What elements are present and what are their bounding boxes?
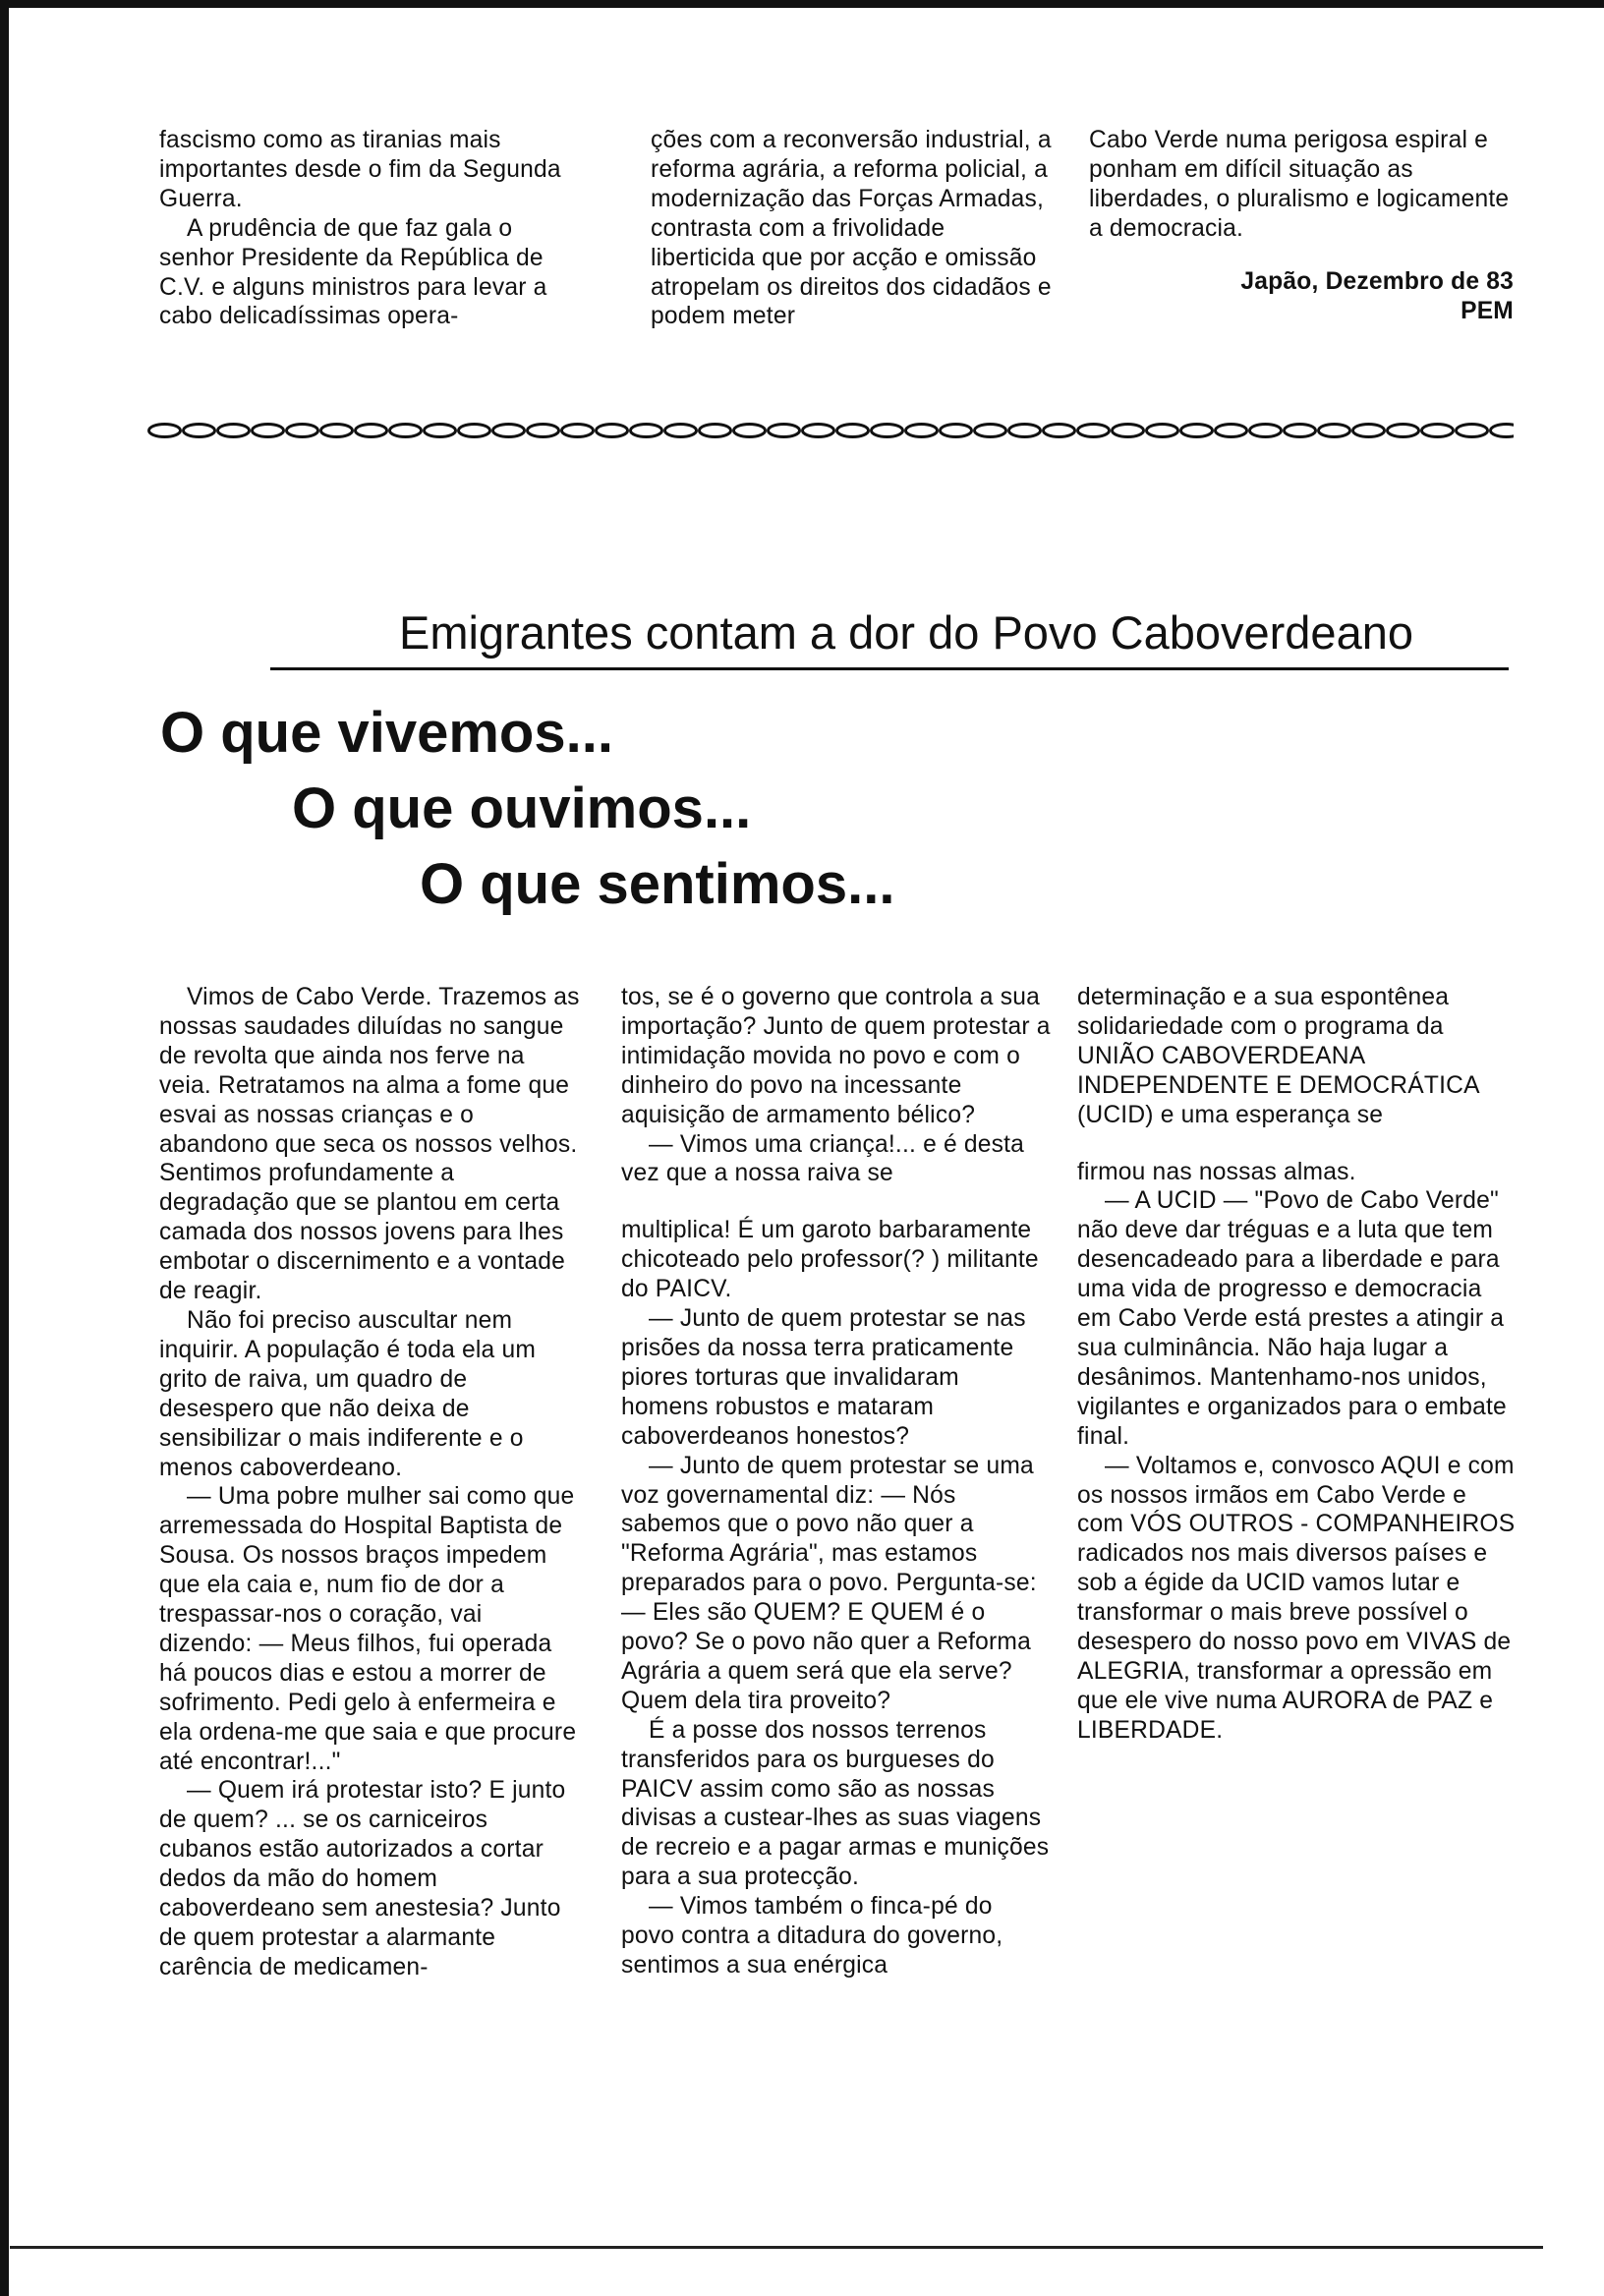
signature-place: Japão, Dezembro de 83 — [1240, 267, 1514, 295]
headline-line-1: O que vivemos... — [160, 701, 613, 765]
top-column-1 — [159, 126, 580, 331]
page-top-border — [0, 0, 1604, 8]
paragraph: — Voltamos e, convosco AQUI e com os nossos irmãos em Cabo Verde e com VÓS OUTROS - COMPANHEIROS radicados nos mais diversos países e sob a égide da UCID vamos lutar e transformar o mais breve possível o desespero do nosso povo em VIVAS de ALEGRIA, transformar a opressão em que ele vive numa AURORA de PAZ e LIBERDADE. — [1077, 1452, 1516, 1744]
article-column-1 — [159, 983, 580, 1982]
signature-name: PEM — [1461, 297, 1514, 324]
paragraph: — Junto de quem protestar se nas prisões da nossa terra praticamente piores torturas que invalidaram homens robustos e mataram caboverdeanos honestos? — [621, 1305, 1026, 1450]
paragraph: É a posse dos nossos terrenos transferidos para os burgueses do PAICV assim como são as nossas divisas a custear-lhes as suas viagens de recreio e a pagar armas e munições para a sua protecção. — [621, 1716, 1050, 1891]
paragraph: ções com a reconversão industrial, a reforma agrária, a reforma policial, a modernização das Forças Armadas, contrasta com a frivolidade liberticida que por acção e omissão atropelam os direitos dos cidadãos e podem meter — [651, 127, 1052, 330]
kicker-underline — [270, 667, 1509, 670]
paragraph: A prudência de que faz gala o senhor Presidente da República de C.V. e alguns ministros para levar a cabo delicadíssimas opera- — [159, 214, 547, 330]
article-kicker: Emigrantes contam a dor do Povo Caboverdeano — [398, 606, 1413, 659]
paragraph: — Junto de quem protestar se uma voz governamental diz: — Nós sabemos que o povo não quer a "Reforma Agrária", mas estamos preparados para o povo. Pergunta-se: — Eles são QUEM? E QUEM é o povo? Se o povo não quer a Reforma Agrária a quem será que ela serve? Quem dela tira proveito? — [621, 1452, 1037, 1714]
headline-line-3: O que sentimos... — [420, 852, 895, 916]
paragraph: — Uma pobre mulher sai como que arremessada do Hospital Baptista de Sousa. Os nossos braços impedem que ela caia e, num fio de dor a trespassar-nos o coração, vai dizendo: — Meus filhos, fui operada há poucos dias e estou a morrer de sofrimento. Pedi gelo à enfermeira e ela ordena-me que saia e que procure até encontrar!..." — [159, 1483, 577, 1775]
paragraph: — Quem irá protestar isto? E junto de quem? ... se os carniceiros cubanos estão autorizados a cortar dedos da mão do homem caboverdeano sem anestesia? Junto de quem protestar a alarmante carência de medicamen- — [159, 1777, 566, 1980]
headline-line-2: O que ouvimos... — [292, 776, 752, 840]
paragraph: determinação e a sua espontênea solidariedade com o programa da UNIÃO CABOVERDEANA INDEPENDENTE E DEMOCRÁTICA (UCID) e uma esperança se — [1077, 984, 1479, 1128]
article-column-2 — [621, 983, 1052, 1980]
article-column-3 — [1077, 983, 1516, 1746]
paragraph: — Vimos uma criança!... e é desta vez que a nossa raiva se — [621, 1130, 1025, 1187]
paragraph: fascismo como as tiranias mais importantes desde o fim da Segunda Guerra. — [159, 127, 561, 212]
paragraph: — A UCID — "Povo de Cabo Verde" não deve dar tréguas e a luta que tem desencadeado para a liberdade e para uma vida de progresso e democracia em Cabo Verde está prestes a atingir a sua culminância. Não haja lugar a desânimos. Mantenhamo-nos unidos, vigilantes e organizados para o embate final. — [1077, 1187, 1507, 1450]
paragraph: Vimos de Cabo Verde. Trazemos as nossas saudades diluídas no sangue de revolta que ainda nos ferve na veia. Retratamos na alma a fome que esvai as nossas crianças e o abandono que seca os nossos velhos. Sentimos profundamente a degradação que se plantou em certa camada dos nossos jovens para lhes embotar o discernimento e a vontade de reagir. — [159, 984, 580, 1305]
paragraph: firmou nas nossas almas. — [1077, 1158, 1356, 1185]
page-left-border — [0, 0, 9, 2296]
paragraph: multiplica! É um garoto barbaramente chicoteado pelo professor(? ) militante do PAICV. — [621, 1217, 1039, 1303]
paragraph: Não foi preciso auscultar nem inquirir. A população é toda ela um grito de raiva, um quadro de desespero que não deixa de sensibilizar o mais indiferente e o menos caboverdeano. — [159, 1306, 537, 1481]
chain-divider — [147, 418, 1514, 443]
paragraph: Cabo Verde numa perigosa espiral e ponham em difícil situação as liberdades, o pluralismo e logicamente a democracia. — [1089, 127, 1510, 242]
paragraph: tos, se é o governo que controla a sua importação? Junto de quem protestar a intimidação movida no povo e com o dinheiro do povo na incessante aquisição de armamento bélico? — [621, 984, 1051, 1128]
paragraph: — Vimos também o finca-pé do povo contra a ditadura do governo, sentimos a sua enérgica — [621, 1893, 1003, 1979]
top-column-2 — [651, 126, 1052, 331]
page-bottom-rule — [10, 2246, 1543, 2249]
top-column-3 — [1089, 126, 1514, 325]
